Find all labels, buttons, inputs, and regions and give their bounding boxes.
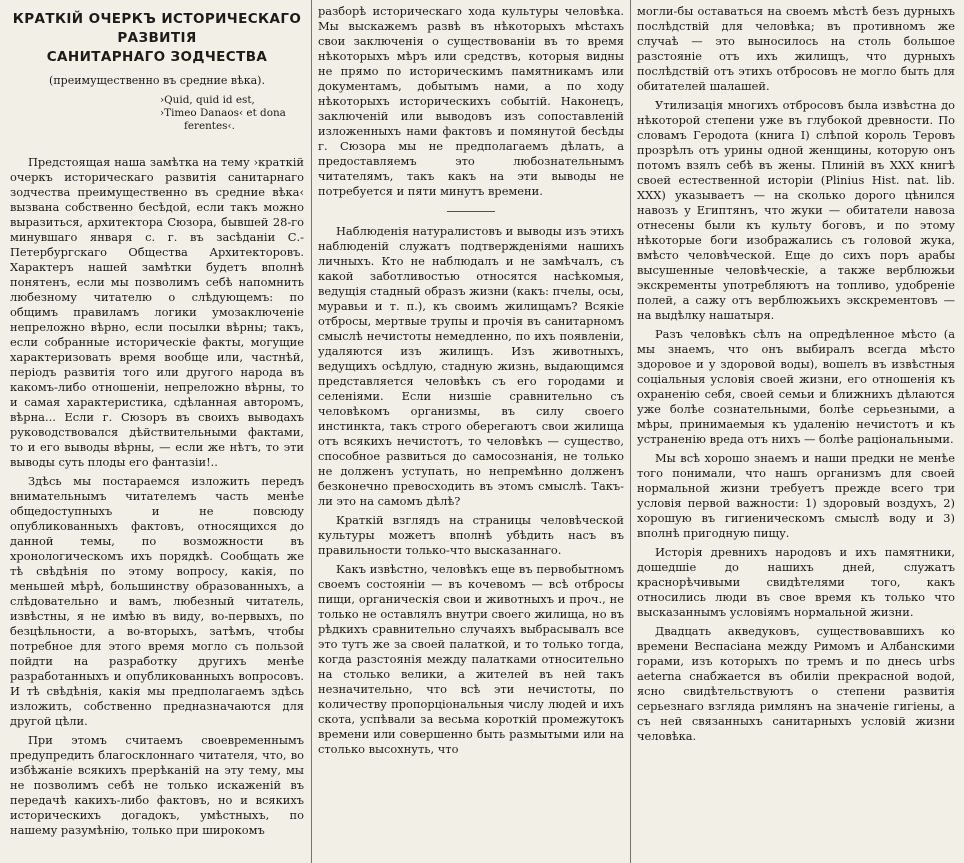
article-subtitle: (преимущественно въ средние вѣка). [49,74,265,87]
column-divider [311,0,312,863]
paragraph: Утилизацiя многихъ отбросовъ была извѣстна до нѣкоторой степени уже въ глубокой древности. По словамъ Геродота (книга I) слѣпой король Теровъ прозрѣлъ отъ урины одной женщины, которую онъ потомъ взялъ себѣ въ жены. Плинiй въ XXX книгѣ своей естественной исторiи (Plinius Hist. nat. lib. XXX) указываетъ — на сколько дорого цѣнился навозъ у Египтянъ, что жуки — обитатели навоза отнесены были къ культу боговъ, и по этому нѣкоторые боги изображались съ головой жука, вмѣсто человѣческой. Еще до сихъ поръ арабы высушенные человѣческiе, а также верблюжьи экскременты употребляютъ на топливо, удобренiе полей, а сажу отъ верблюжьихъ экскрементовъ — на выдѣлку нашатыря. [637,98,955,322]
paragraph: Здѣсь мы постараемся изложить передъ внимательнымъ читателемъ часть менѣе общедоступныхъ и не повсюду опубликованныхъ фактовъ, относящихся до данной темы, по возможности въ хронологическомъ ихъ порядкѣ. Сообщать же тѣ свѣдѣнiя по этому вопросу, какiя, по меньшей мѣрѣ, большинству образованныхъ, а слѣдовательно и вамъ, любезный читатель, извѣстны, я не имѣю въ виду, во-первыхъ, по безцѣльности, а во-вторыхъ, затѣмъ, чтобы потребное для этого время могло съ пользой пойдти на разработку другихъ менѣе разработанныхъ и опубликованныхъ вопросовъ. И тѣ свѣдѣнiя, какiя мы предполагаемъ здѣсь изложить, собственно предназначаются для другой цѣли. [10,474,304,728]
paragraph: Двадцать акведуковъ, существовавшихъ ко времени Веспасiана между Римомъ и Албанскими горами, изъ которыхъ по тремъ и по днесь urbs aeterna снабжается въ обилiи прекрасной водой, ясно свидѣтельствуютъ о степени развитiя серьезнаго взгляда римлянъ на значенiе гигiены, а съ ней связанныхъ санитарныхъ условiй жизни человѣка. [637,624,955,743]
column-1 [10,4,304,863]
paragraph: Исторiя древнихъ народовъ и ихъ памятники, дошедшiе до нашихъ дней, служатъ краснорѣчивыми свидѣтелями того, какъ относились люди въ свое время къ только что высказаннымъ условiямъ нормальной жизни. [637,545,955,619]
article-title-line-2: САНИТАРНАГО ЗОДЧЕСТВА [46,49,268,65]
epigraph-line: ›Quid, quid id est, [160,94,255,106]
column-3 [637,4,955,863]
column-2 [318,4,624,863]
article-title [10,10,304,67]
paragraph: Краткiй взглядъ на страницы человѣческой культуры можетъ вполнѣ убѣдить насъ въ правильности только-что высказаннаго. [318,513,624,557]
column-divider [630,0,631,863]
paragraph: Какъ извѣстно, человѣкъ еще въ первобытномъ своемъ состоянiи — въ кочевомъ — всѣ отбросы пищи, органическiя свои и животныхъ и проч., не только не оставлялъ внутри своего жилища, но въ рѣдкихъ сравнительно случаяхъ выбрасывалъ все это тутъ же за своей палаткой, и то только тогда, когда разстоянiя между палатками относительно на столько велики, а жителей въ ней такъ незначительно, что всѣ эти нечистоты, по количеству пропорцiональныя числу людей и ихъ скота, успѣвали за весьма короткiй промежутокъ времени или совершенно быть размытыми или на столько высохнуть, что [318,562,624,756]
section-separator [447,211,495,212]
paragraph: При этомъ считаемъ своевременнымъ предупредить благосклоннаго читателя, что, во избѣжанiе всякихъ прерѣканiй на эту тему, мы не позволимъ себѣ не только искаженiй въ передачѣ какихъ-либо фактовъ, но и всякихъ историческихъ догадокъ, умѣстныхъ, по нашему разумѣнiю, только при широкомъ [10,733,304,837]
article-title-line-1: КРАТКIЙ ОЧЕРКЪ ИСТОРИЧЕСКАГО РАЗВИТIЯ [12,11,302,46]
paragraph-continued: разборѣ историческаго хода культуры человѣка. Мы выскажемъ развѣ въ нѣкоторыхъ мѣстахъ свои заключенiя о существованiи въ то время нѣкоторыхъ мѣръ или средствъ, которыя видны не прямо по историческимъ памятникамъ или документамъ, добытымъ нами, а по ходу нѣкоторыхъ историческихъ событiй. Наконецъ, заключенiй или выводовъ изъ сопоставленiй изложенныхъ нами фактовъ и помянутой бесѣды г. Сюзора мы не предполагаемъ дѣлать, а предоставляемъ это любознательнымъ читателямъ, такъ какъ на эти выводы не потребуется и пяти минутъ времени. [318,4,624,198]
paragraph-continued: могли-бы оставаться на своемъ мѣстѣ безъ дурныхъ послѣдствiй для человѣка; въ противномъ же случаѣ — это выносилось на столь большое разстоянiе отъ ихъ жилищъ, что дурныхъ послѣдствiй отъ этихъ отбросовъ не могло быть для обитателей шалашей. [637,4,955,93]
epigraph-line: ferentes‹. [184,120,235,132]
epigraph-line: ›Timeo Danaos‹ et dona [160,107,286,119]
paragraph: Мы всѣ хорошо знаемъ и наши предки не менѣе того понимали, что нашъ организмъ для своей нормальной жизни требуетъ прежде всего три условiя первой важности: 1) здоровый воздухъ, 2) хорошую въ гигиеническомъ смыслѣ воду и 3) вполнѣ пригодную пищу. [637,451,955,540]
paragraph: Предстоящая наша замѣтка на тему ›краткiй очеркъ историческаго развитiя санитарнаго зодчества преимущественно въ средние вѣка‹ вызвана собственно бесѣдой, если такъ можно выразиться, архитектора Сюзора, бывшей 28-го минувшаго января с. г. въ засѣданiи С.-Петербургскаго Общества Архитекторовъ. Характеръ нашей замѣтки будетъ вполнѣ понятенъ, если мы позволимъ себѣ напомнить любезному читателю о слѣдующемъ: по общимъ правиламъ логики умозаключенiе непреложно вѣрно, если посылки вѣрны; такъ, если собранные историческiе факты, могущие характеризовать время вообще или, частнѣй, перiодъ развитiя того или другого народа въ какомъ-либо отношенiи, непреложно вѣрны, то и самая характеристика, сдѣланная авторомъ, вѣрна... Если г. Сюзоръ въ своихъ выводахъ руководствовался дѣйствительными фактами, то и его выводы вѣрны, — если же нѣтъ, то эти выводы суть плоды его фантазiи!.. [10,155,304,469]
paragraph: Разъ человѣкъ сѣлъ на опредѣленное мѣсто (а мы знаемъ, что онъ выбиралъ всегда мѣсто здоровое и у здоровой воды), вошелъ въ извѣстныя соцiальныя условiя своей жизни, его отношенiя къ охраненiю себя, своей семьи и ближнихъ дѣлаются уже болѣе сознательными, болѣе серьезными, а мѣры, принимаемыя къ удаленiю нечистотъ и къ устраненiю вреда отъ нихъ — болѣе рацiональными. [637,327,955,446]
paragraph: Наблюденiя натуралистовъ и выводы изъ этихъ наблюденiй служатъ подтвержденiями нашихъ личныхъ. Кто не наблюдалъ и не замѣчалъ, съ какой заботливостью относятся насѣкомыя, ведущiя стадный образъ жизни (какъ: пчелы, осы, муравьи и т. п.), къ своимъ жилищамъ? Всякiе отбросы, мертвые трупы и прочiя въ санитарномъ смыслѣ нечистоты немедленно, по ихъ появленiи, удаляются изъ жилищъ. Изъ животныхъ, ведущихъ осѣдлую, стадную жизнь, выдающимся представляется человѣкъ съ его городами и селенiями. Если низшiе сравнительно съ человѣкомъ организмы, въ силу своего инстинкта, такъ строго оберегаютъ свои жилища отъ всякихъ нечистотъ, то человѣкъ — существо, способное развиться до самосознанiя, не только не долженъ уступать, но непремѣнно долженъ безконечно превосходить въ этомъ смыслѣ. Такъ-ли это на самомъ дѣлѣ? [318,224,624,508]
epigraph [160,94,304,133]
